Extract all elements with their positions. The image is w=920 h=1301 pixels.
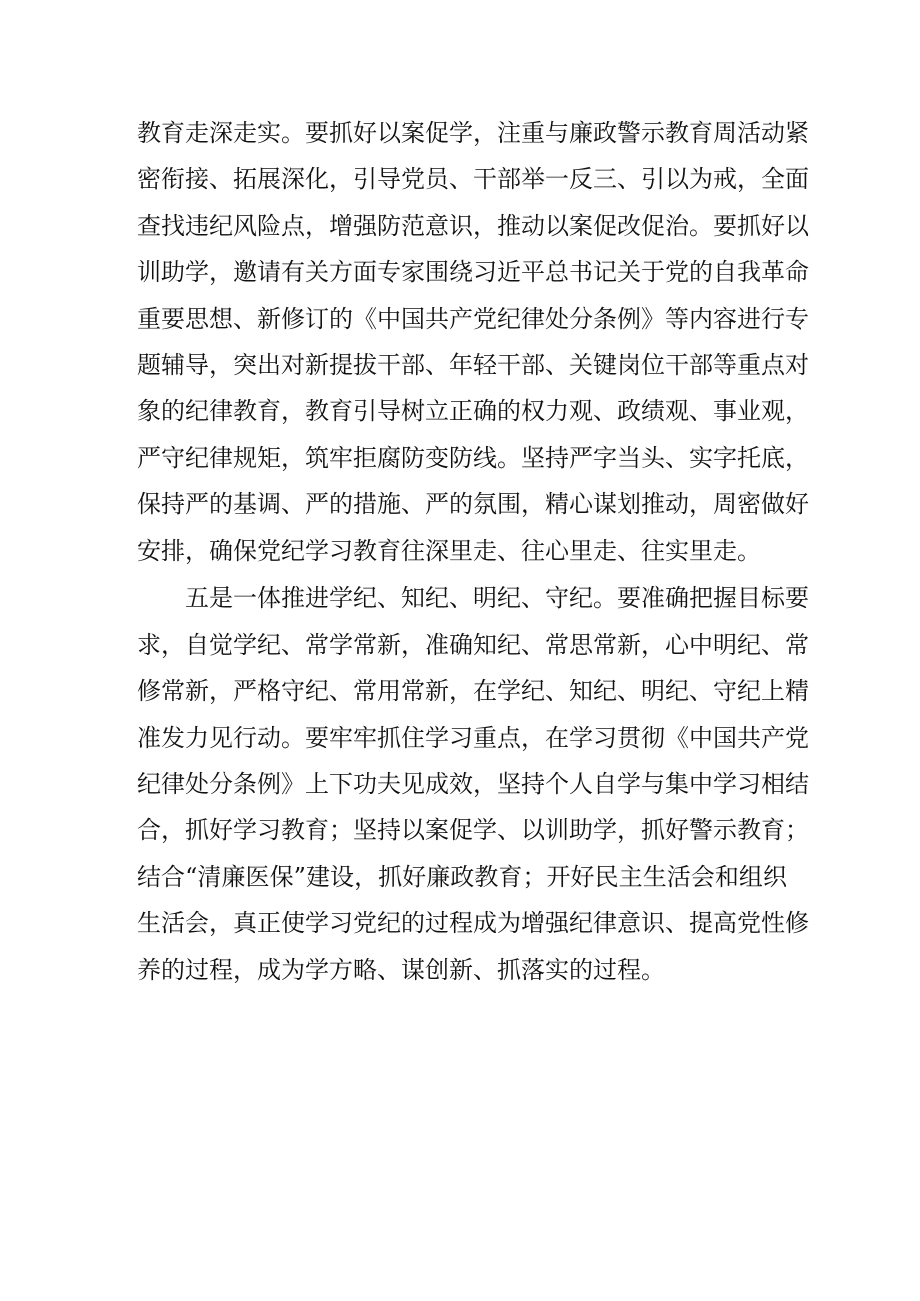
text-line: 修常新，严格守纪、常用常新，在学纪、知纪、明纪、守纪上精: [137, 677, 809, 706]
document-body: [137, 110, 809, 993]
text-line: 查找违纪风险点，增强防范意识，推动以案促改促治。要抓好以: [137, 211, 809, 240]
text-line: 五是一体推进学纪、知纪、明纪、守纪。要准确把握目标要: [185, 584, 809, 613]
text-line: 重要思想、新修订的《中国共产党纪律处分条例》等内容进行专: [137, 304, 809, 333]
text-line: 象的纪律教育，教育引导树立正确的权力观、政绩观、事业观，: [137, 397, 809, 426]
text-line: 准发力见行动。要牢牢抓住学习重点，在学习贯彻《中国共产党: [137, 723, 809, 752]
text-line: 训助学，邀请有关方面专家围绕习近平总书记关于党的自我革命: [137, 258, 809, 287]
text-line: 保持严的基调、严的措施、严的氛围，精心谋划推动，周密做好: [137, 490, 809, 519]
text-line: 纪律处分条例》上下功夫见成效，坚持个人自学与集中学习相结: [137, 769, 809, 798]
text-line: 教育走深走实。要抓好以案促学，注重与廉政警示教育周活动紧: [137, 119, 809, 147]
text-line: 结合“清廉医保”建设，抓好廉政教育；开好民主生活会和组织: [137, 862, 787, 891]
text-line: 密衔接、拓展深化，引导党员、干部举一反三、引以为戒，全面: [137, 165, 809, 194]
text-line: 生活会，真正使学习党纪的过程成为增强纪律意识、提高党性修: [137, 909, 809, 938]
paragraph-section-five: [137, 575, 809, 993]
text-line: 养的过程，成为学方略、谋创新、抓落实的过程。: [137, 955, 665, 984]
text-line: 求，自觉学纪、常学常新，准确知纪、常思常新，心中明纪、常: [137, 630, 809, 659]
text-line: 严守纪律规矩，筑牢拒腐防变防线。坚持严字当头、实字托底，: [137, 443, 809, 472]
text-line: 安排，确保党纪学习教育往深里走、往心里走、往实里走。: [137, 536, 761, 565]
text-line: 题辅导，突出对新提拔干部、年轻干部、关键岗位干部等重点对: [137, 350, 809, 379]
paragraph-continuation: [137, 110, 809, 574]
text-line: 合，抓好学习教育；坚持以案促学、以训助学，抓好警示教育；: [137, 816, 809, 845]
